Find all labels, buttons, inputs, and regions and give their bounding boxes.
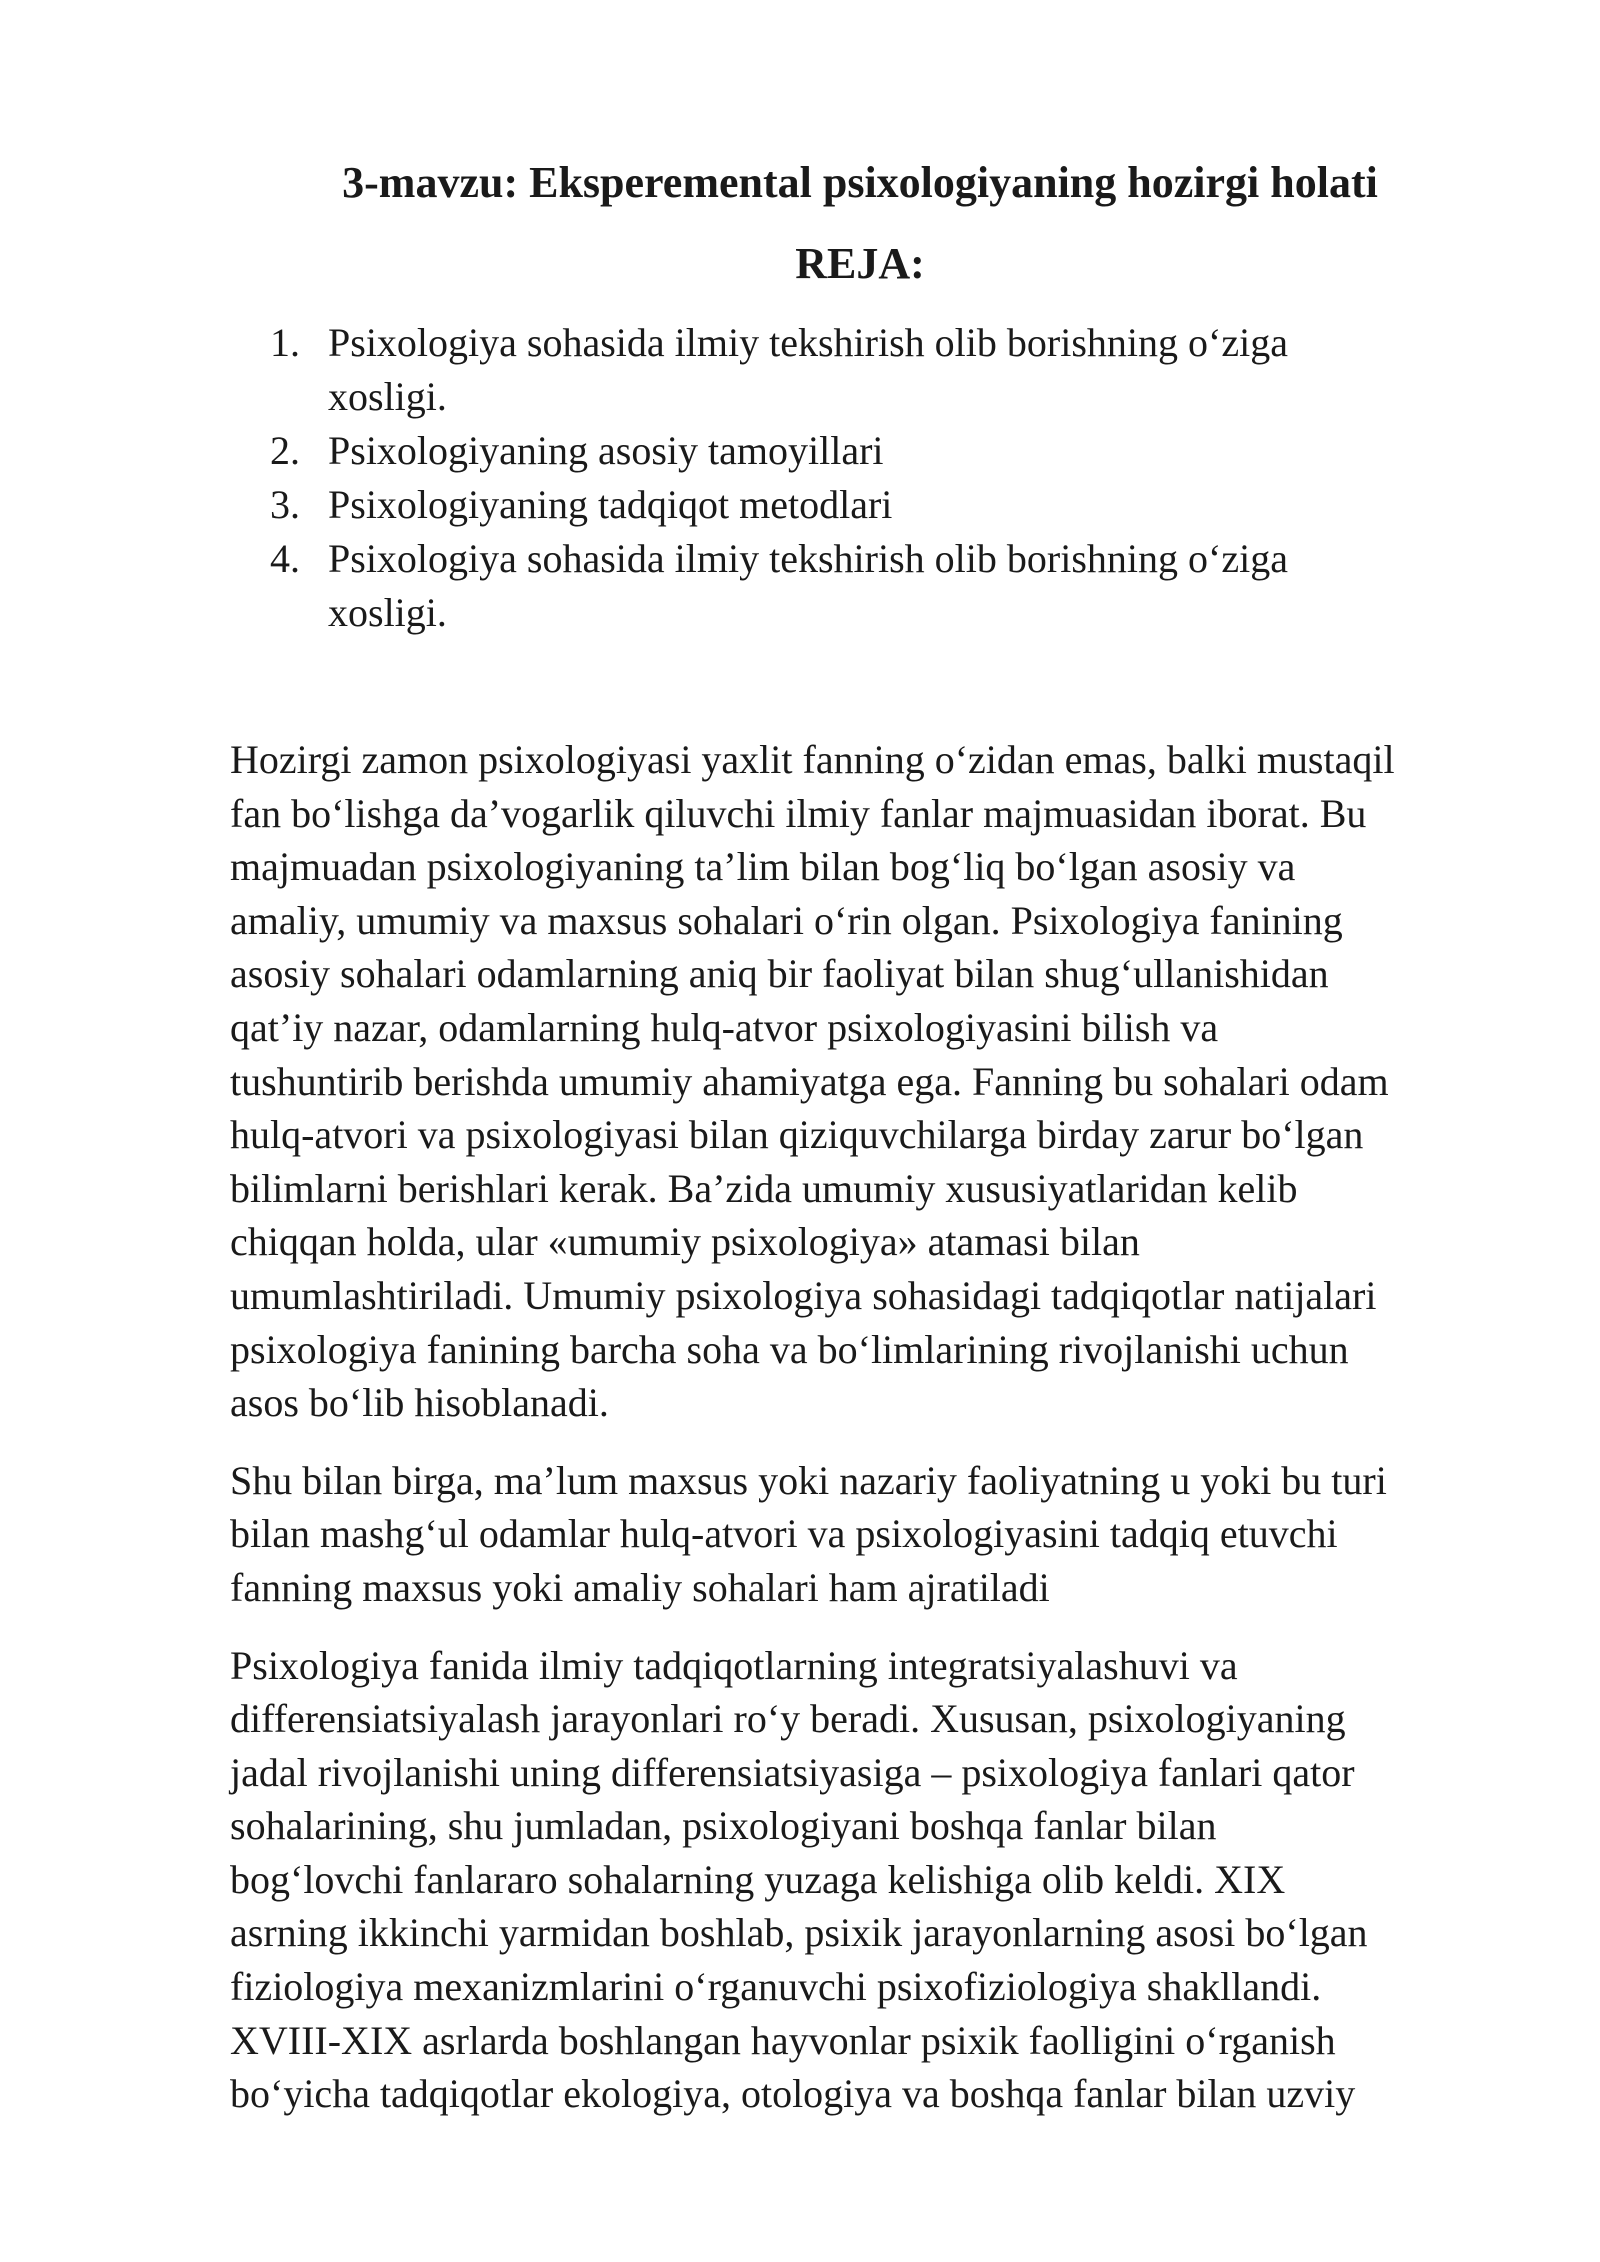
plan-heading: REJA:: [795, 239, 925, 288]
text-line: asos bo‘lib hisoblanadi.: [230, 1380, 609, 1426]
paragraph-3: [230, 1639, 1500, 2121]
text-line: umumlashtiriladi. Umumiy psixologiya sohasidagi tadqiqotlar natijalari: [230, 1272, 1377, 1318]
text-line: chiqqan holda, ular «umumiy psixologiya» atamasi bilan: [230, 1219, 1140, 1265]
plan-item-1: [270, 316, 1420, 424]
text-line: Psixologiya sohasida ilmiy tekshirish olib borishning o‘ziga: [328, 320, 1288, 365]
plan-item-text: [328, 424, 1420, 478]
plan-item-number: 4.: [270, 536, 300, 581]
text-line: jadal rivojlanishi uning differensiatsiyasiga – psixologiya fanlari qator: [230, 1749, 1355, 1795]
text-line: fiziologiya mexanizmlarini o‘rganuvchi psixofiziologiya shakllandi.: [230, 1964, 1322, 2010]
text-line: differensiatsiyalash jarayonlari ro‘y beradi. Xususan, psixologiyaning: [230, 1696, 1346, 1742]
text-line: tushuntirib berishda umumiy ahamiyatga ega. Fanning bu sohalari odam: [230, 1058, 1389, 1104]
text-line: Psixologiyaning tadqiqot metodlari: [328, 482, 893, 527]
plan-item-number: 1.: [270, 320, 300, 365]
text-line: xosligi.: [328, 374, 447, 419]
text-line: fanning maxsus yoki amaliy sohalari ham ajratiladi: [230, 1564, 1050, 1610]
text-line: asosiy sohalari odamlarning aniq bir faoliyat bilan shug‘ullanishidan: [230, 951, 1329, 997]
text-line: majmuadan psixologiyaning ta’lim bilan bog‘liq bo‘lgan asosiy va: [230, 844, 1296, 890]
plan-item-4: [270, 532, 1420, 640]
text-line: Psixologiya sohasida ilmiy tekshirish olib borishning o‘ziga: [328, 536, 1288, 581]
plan-item-text: [328, 478, 1420, 532]
plan-item-number: 2.: [270, 428, 300, 473]
plan-item-2: [270, 424, 1420, 478]
text-line: Psixologiyaning asosiy tamoyillari: [328, 428, 884, 473]
text-line: amaliy, umumiy va maxsus sohalari o‘rin olgan. Psixologiya fanining: [230, 897, 1343, 943]
text-line: bilimlarni berishlari kerak. Ba’zida umumiy xususiyatlaridan kelib: [230, 1165, 1298, 1211]
plan-item-text: [328, 316, 1420, 424]
text-line: hulq-atvori va psixologiyasi bilan qiziquvchilarga birday zarur bo‘lgan: [230, 1112, 1364, 1158]
plan-list: [270, 316, 1420, 640]
paragraph-1: [230, 733, 1500, 1430]
text-line: xosligi.: [328, 590, 447, 635]
text-line: sohalarining, shu jumladan, psixologiyani boshqa fanlar bilan: [230, 1803, 1217, 1849]
text-line: bog‘lovchi fanlararo sohalarning yuzaga kelishiga olib keldi. XIX: [230, 1856, 1286, 1902]
text-line: psixologiya fanining barcha soha va bo‘limlarining rivojlanishi uchun: [230, 1326, 1349, 1372]
text-line: Psixologiya fanida ilmiy tadqiqotlarning integratsiyalashuvi va: [230, 1642, 1238, 1688]
body-text: [230, 733, 1500, 2145]
plan-item-text: [328, 532, 1420, 640]
text-line: asrning ikkinchi yarmidan boshlab, psixik jarayonlarning asosi bo‘lgan: [230, 1910, 1368, 1956]
page-title: 3-mavzu: Eksperemental psixologiyaning hozirgi holati: [342, 158, 1378, 207]
text-line: bilan mashg‘ul odamlar hulq-atvori va psixologiyasini tadqiq etuvchi: [230, 1511, 1338, 1557]
text-line: XVIII-XIX asrlarda boshlangan hayvonlar psixik faolligini o‘rganish: [230, 2017, 1336, 2063]
paragraph-2: [230, 1454, 1500, 1615]
text-line: Hozirgi zamon psixologiyasi yaxlit fanning o‘zidan emas, balki mustaqil: [230, 737, 1395, 782]
plan-item-3: [270, 478, 1420, 532]
text-line: Shu bilan birga, ma’lum maxsus yoki nazariy faoliyatning u yoki bu turi: [230, 1457, 1387, 1503]
plan-item-number: 3.: [270, 482, 300, 527]
text-line: qat’iy nazar, odamlarning hulq-atvor psixologiyasini bilish va: [230, 1004, 1219, 1050]
text-line: bo‘yicha tadqiqotlar ekologiya, otologiya va boshqa fanlar bilan uzviy: [230, 2071, 1356, 2117]
text-line: fan bo‘lishga da’vogarlik qiluvchi ilmiy fanlar majmuasidan iborat. Bu: [230, 790, 1367, 836]
